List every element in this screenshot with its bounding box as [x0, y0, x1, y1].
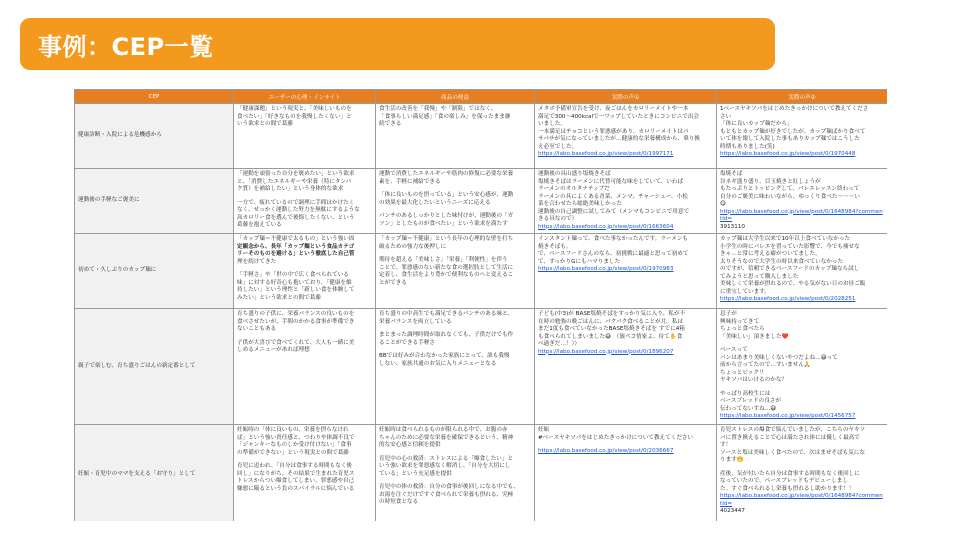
cell-text: べ過ぎだ…！）） — [538, 341, 580, 347]
cell-text: と、「消費したエネルギーや栄養（特にタンパ — [237, 178, 352, 185]
insight-cell — [234, 309, 376, 425]
cell-text: 育ち盛りの中高生でも満足できるパンチのある味と、 — [379, 311, 514, 317]
cell-text: 育児ストレスの爆食で悩んでいましたが、こちらのヤキソ — [720, 427, 866, 433]
cell-text: しめるメニューがあれば理想 — [237, 347, 310, 353]
cell-text: 育ち盛りの子供に、栄養バランスの良いものを — [237, 311, 355, 317]
table-row — [75, 234, 888, 309]
cell-text: 谷ネギ盛り盛り、目玉焼きと紅しょうが — [720, 178, 821, 185]
cell-text: インスタント麺って、食べた事なかったんです。ラーメンも — [538, 236, 689, 242]
cell-text: お湯を注ぐだけですぐ食べられて栄養も摂れる、究極 — [379, 491, 514, 498]
cell-text: 妊娠・育児中のママを支える「お守り」として — [78, 470, 196, 477]
cell-text: 味」に対する好奇心も抱いており、「健康を維 — [237, 279, 352, 286]
cell-text: のですが、信頼できるベースフードのカップ麺なら試し — [720, 266, 860, 272]
header-cep: CEP — [75, 90, 234, 104]
cell-text: ちょっとビックリ — [720, 369, 765, 376]
cell-text: カップ麺は大学生以来で10年以上食べていなかった — [720, 236, 851, 242]
post-link[interactable]: https://labo.basefood.co.jp/view/post/0/1648984?commentId= — [720, 493, 883, 507]
cell-text: 食べさせたいが、手間のかかる食事が準備でき — [237, 318, 355, 325]
post-link[interactable]: https://labo.basefood.co.jp/view/post/0/1663604 — [538, 223, 674, 230]
cell-text: 続できる — [379, 121, 402, 127]
cep-table — [74, 89, 887, 521]
cell-text: ことで、罪悪感のない新たな食の選択肢として生活に — [379, 264, 514, 271]
cell-text: #ベースヤキソバをはじめたきっかけについて教えてください — [538, 434, 694, 441]
cell-text: 運動後の自己調整に試してみて（メンマもコンビニで用意で — [538, 208, 690, 215]
cell-text: 興味持ってきて — [720, 318, 760, 325]
cell-text: 妊娠 — [538, 427, 550, 433]
cell-text: きる具なので） — [538, 216, 578, 222]
insight-cell — [234, 169, 376, 234]
cell-text: 定観念から、長年「カップ麺という食品カテゴ — [237, 243, 355, 250]
voice-1-cell — [535, 425, 717, 522]
cep-cell — [75, 309, 234, 425]
cell-text: 初めて・久しぶりのカップ麺に — [78, 267, 157, 274]
cell-text: 😋 — [720, 201, 726, 207]
cell-text: 「健康課題」という現実と、「美味しいものを — [237, 106, 352, 112]
cell-text: 運動後の手軽なご褒美に — [78, 197, 140, 204]
table-row — [75, 169, 888, 234]
cell-text: パンチのあるしっかりとした味付けが、運動後の「ガ — [379, 213, 514, 219]
voice-2-cell — [717, 104, 888, 169]
cell-text: 産後、気が付いたら自分は食事する時間もなく後回しに — [720, 470, 860, 477]
cep-cell — [75, 169, 234, 234]
cell-text: 子ども(中3)が BASE塩焼そばをすっかり気に入り、私が不 — [538, 311, 686, 317]
header-benefit: 商品の便益 — [376, 90, 535, 104]
cell-text: 栄養バランスを両立している — [379, 318, 452, 325]
cell-text: 3913110 — [720, 223, 745, 230]
cell-text: 「運動を頑張った自分を褒めたい」という欲求 — [237, 171, 355, 177]
cell-text: まとまった調理時間が取れなくても、子供だけでも作 — [379, 332, 514, 338]
cell-text: 健康診断・入院による危機感から — [78, 132, 162, 139]
cell-text: てみようと思って購入しました — [720, 273, 799, 280]
cell-text: 回し」になりがち。その結果で生まれた育児ス — [237, 470, 355, 477]
cell-text: ている」という充足感を提供 — [379, 470, 452, 477]
cell-text: に重宝しています。 — [720, 288, 770, 295]
voice-2-cell — [717, 425, 888, 522]
title-banner — [20, 18, 775, 70]
cell-text: ちょっと食べたら — [720, 326, 765, 332]
cell-text: で、ベースフードさんのなら、初挑戦に最適と思って初めて — [538, 251, 689, 257]
cell-text: の効果を最大化したいというニーズに応える — [379, 199, 491, 206]
cell-text: いう欲求との間で葛藤 — [237, 121, 293, 127]
cep-table-wrapper — [74, 89, 887, 521]
header-insight: ユーザーの心理・インサイト — [234, 90, 376, 104]
cell-text: も食べられてしまいました😅 （旅ペコ情家よ、待て✋食 — [538, 333, 683, 340]
cell-text: みたい」という欲求との間で葛藤 — [237, 294, 321, 301]
cell-text: 塩焼そば — [720, 171, 743, 177]
cell-text: ります🤭 — [720, 457, 744, 463]
post-link[interactable]: https://labo.basefood.co.jp/view/post/0/1970448 — [720, 151, 856, 157]
cell-text: ちゃんのために必要な栄養を確保できるという、精神 — [379, 434, 514, 441]
cell-text: 「美味しい」頂きました❤️ — [720, 333, 789, 340]
cell-text: 運動後の具山盛り塩焼きそば — [538, 171, 611, 177]
cell-text: の時短食となる — [379, 499, 419, 505]
cell-text: 太りそうなので大学生の時以来食べていなかった — [720, 258, 844, 265]
cell-text: 満足で300〜400kcalで一ワップしていたときにコンビニで出会 — [538, 113, 700, 120]
cell-text: 定着し、食生活をより豊かで便利なものへと変えるこ — [379, 272, 514, 278]
cell-text: 食べたい」「好きなものを我慢したくない」と — [237, 113, 352, 120]
cep-cell — [75, 104, 234, 169]
cell-text: て、すっかりGにもハマりました — [538, 258, 621, 265]
cep-cell — [75, 425, 234, 522]
post-link[interactable]: https://labo.basefood.co.jp/view/post/0/1997171 — [538, 151, 674, 157]
cell-text: 塩焼きそばはラーメンに代替可能な味をしていて、いわば — [538, 178, 684, 185]
cell-text: なっていたので、ベースブレッドもデビューしまし — [720, 478, 848, 484]
table-row — [75, 425, 888, 522]
cell-text: え必至でした。 — [538, 143, 578, 150]
post-link[interactable]: https://labo.basefood.co.jp/view/post/0/2028251 — [720, 296, 856, 302]
cell-text: サパサが気になっていましたが…健康的な栄養構成から、乗り換 — [538, 136, 700, 142]
cell-text: いました。 — [538, 121, 566, 127]
cell-text: 嫌悪に陥るという負のスパイラルに悩んでいる — [237, 485, 355, 492]
cep-cell — [75, 234, 234, 309]
cell-text: リーそのものを避ける」という徹底した自己管 — [237, 251, 355, 257]
cell-text: まだ1度も食べていなかったBASE塩焼きそばを すでに4箱 — [538, 326, 685, 332]
cell-text: 一方で、疲れているので調理に手間はかけたく — [237, 199, 355, 206]
post-link[interactable]: https://labo.basefood.co.jp/view/post/0/1970983 — [538, 266, 674, 272]
voice-2-cell — [717, 169, 888, 234]
voice-1-cell — [535, 104, 717, 169]
table-row — [75, 104, 888, 169]
cell-text: 妊娠時の「体に良いもの、栄養を摂らなけれ — [237, 427, 349, 433]
cell-text: 育児に追われ、「自分は食事する時間もなく後 — [237, 463, 353, 469]
cell-text: しない、家族共通のお気に入りメニューとなる — [379, 360, 497, 367]
cell-text: 食生活の改善を「我慢」や「制限」ではなく、 — [379, 106, 497, 112]
cell-text: 前から言ってたので…すいません🙏 — [720, 362, 811, 368]
cell-text: の準備ができない」という現実との間で葛藤 — [237, 449, 349, 456]
table-header-row — [75, 90, 888, 104]
cell-text: メタボ予備軍宣告を受け、夜ごはんをカロリーメイトや一本 — [538, 106, 689, 112]
cell-text: 持したい」という理性と「新しい食を体験して — [237, 287, 355, 293]
cell-text: いて体を壊して入院した事もありカップ麺ではこうした — [720, 136, 860, 142]
cell-text: 高カロリー食を選んで後悔したくない、という — [237, 214, 355, 221]
post-link[interactable]: https://labo.basefood.co.jp/view/post/0/2036667 — [538, 448, 674, 454]
cell-text: 的な安心感と信頼を提供 — [379, 442, 441, 448]
insight-cell — [234, 425, 376, 522]
cell-text: 親子で楽しむ、育ち盛りごはんの新定番として — [78, 362, 196, 369]
cell-text: さい — [720, 113, 732, 120]
cell-text: もたっぷりとトッピングして、バレエレッスン終わって — [720, 186, 860, 192]
cell-text: ク質）を補給したい」という身体的な欲求 — [237, 186, 344, 192]
cell-text: いう強い欲求を罪悪感なく解消し、「自分を大切にし — [379, 463, 511, 469]
cell-text: 破るための強力な後押しに — [379, 243, 447, 250]
cell-text: 葛藤を抱えている — [237, 222, 282, 228]
cell-text: きゃ…と常に考える癖がついてました。 — [720, 251, 821, 257]
cell-text: なく、せっかく運動した努力を無駄にするような — [237, 207, 360, 213]
cell-text: 運動で消費したエネルギーや筋肉の修復に必要な栄養 — [379, 171, 514, 177]
cell-text: 4023447 — [720, 508, 745, 514]
post-link[interactable]: https://labo.basefood.co.jp/view/post/0/1648984?commentId= — [720, 208, 883, 222]
insight-cell — [234, 104, 376, 169]
cell-text: ラーメンの具によくある青菜、メンマ、チャーシュー、小松 — [538, 193, 688, 200]
cell-text: 在時の勉強の晩ごはんに、パクパク食べることが月。私は — [538, 318, 684, 325]
cell-text: 子供が大喜びで食べてくれて、大人も一緒に美 — [237, 339, 355, 346]
cell-text: 菜を合わせたら総絶美味しかった — [538, 201, 622, 207]
cell-text: ば」という強い責任感と、つわりや体調不良で — [237, 434, 355, 441]
cell-text: ベースブレッドの良さが — [720, 398, 781, 404]
cell-text: ベースって — [720, 347, 748, 353]
cell-text: ソースと塩は美味しく食べたので、次はまぜそばも気にな — [720, 449, 866, 456]
cell-text: 育児中の体の救済：自分の食事が後回しになる中でも、 — [379, 484, 519, 490]
cell-text: もともとカップ麺が好きでしたが、カップ麺ばかり食べて — [720, 128, 866, 135]
cell-text: 理を続けてきた — [237, 258, 277, 265]
cell-text: す！ — [720, 442, 732, 448]
voice-2-cell — [717, 234, 888, 309]
cell-text: 時期もありました(笑) — [720, 143, 775, 150]
voice-2-cell — [717, 309, 888, 425]
cell-text: 「カップ麺＝不健康で太るもの」という強い固 — [237, 236, 355, 242]
cell-text: 期待を超える「美味しさ」「栄養」「利便性」を伴う — [379, 257, 508, 263]
header-voice-2: 実際の声② — [717, 90, 888, 104]
table-row — [75, 309, 888, 425]
benefit-cell — [376, 309, 535, 425]
cell-text: トレスからつい爆食してしまい、罪悪感や自己 — [237, 478, 355, 484]
cell-text: 素を、手軽に補給できる — [379, 178, 441, 185]
page-title: 事例：CEP一覧 — [38, 32, 214, 61]
cell-text: 1ベースヤキソバをはじめたきっかけについて教えてくださ — [720, 106, 869, 112]
post-link[interactable]: https://labo.basefood.co.jp/view/post/0/1456757 — [720, 413, 856, 419]
benefit-cell — [376, 104, 535, 169]
cell-text: ることができる手軽さ — [379, 339, 435, 346]
cell-text: 「体に良いものを摂っている」という安心感が、運動 — [379, 192, 514, 198]
cell-text: BBでは好みが合わなかった家族にとって、誰も我慢 — [379, 353, 510, 359]
voice-1-cell — [535, 309, 717, 425]
header-voice-1: 実際の声① — [535, 90, 717, 104]
benefit-cell — [376, 169, 535, 234]
cell-text: ツン」としたものが食べたい」という欲求を満たす — [379, 220, 508, 227]
cell-text: 伝わってないすね…😅 — [720, 405, 777, 412]
cell-text: 自分のご褒美に味わいながら、ゆっくり食べた〜〜〜い — [720, 193, 860, 200]
cell-text: 「ジャンキーなものしか受け付けない」「食事 — [237, 442, 352, 448]
cell-text: パンはあまり美味しくないやつだよね…😅って — [720, 354, 838, 361]
cell-text: 「体に良いカップ麺だから」 — [720, 121, 793, 127]
cell-text: ないこともある — [237, 326, 277, 332]
cell-text: 「手軽さ」や「世の中で広く食べられている — [237, 272, 349, 278]
cell-text: 一本満足はチョコという罪悪感があり、カロリーメイトはパ — [538, 128, 689, 135]
cell-text: 「食事らしい満足感」「食の楽しみ」を保ったまま継 — [379, 113, 511, 120]
cell-text: ラーメンのオルタナティブだ — [538, 186, 610, 192]
voice-1-cell — [535, 169, 717, 234]
benefit-cell — [376, 234, 535, 309]
cell-text: やっぱり高校生には — [720, 390, 771, 397]
cell-text: バに置き換えることで心は満たされ体には優しく最高で — [720, 434, 860, 441]
post-link[interactable]: https://labo.basefood.co.jp/view/post/0/1896207 — [538, 348, 674, 355]
cell-text: 妊娠時は食べられるものが限られる中で、お腹の赤 — [379, 427, 508, 433]
cell-text: 息子が — [720, 311, 737, 317]
insight-cell — [234, 234, 376, 309]
cell-text: とができる — [379, 279, 407, 286]
cell-text: 「カップ麺＝不健康」という長年の心理的な壁を打ち — [379, 236, 514, 242]
cell-text: 育児中の心の救済：ストレスによる「爆食したい」と — [379, 455, 514, 462]
cell-text: 美味しくて栄養が摂れるので、やる気がない日のお昼ご飯 — [720, 281, 866, 287]
cell-text: 焼きそばも。 — [538, 243, 572, 250]
cell-text: ヤキソバはいけるのかな？ — [720, 377, 788, 383]
cell-text: 小学生の時にバレエを習っていた影響で、今でも痩せな — [720, 243, 860, 250]
voice-1-cell — [535, 234, 717, 309]
cell-text: た。すぐ食べられるし栄養も摂れるし助かります！！ — [720, 485, 855, 492]
benefit-cell — [376, 425, 535, 522]
